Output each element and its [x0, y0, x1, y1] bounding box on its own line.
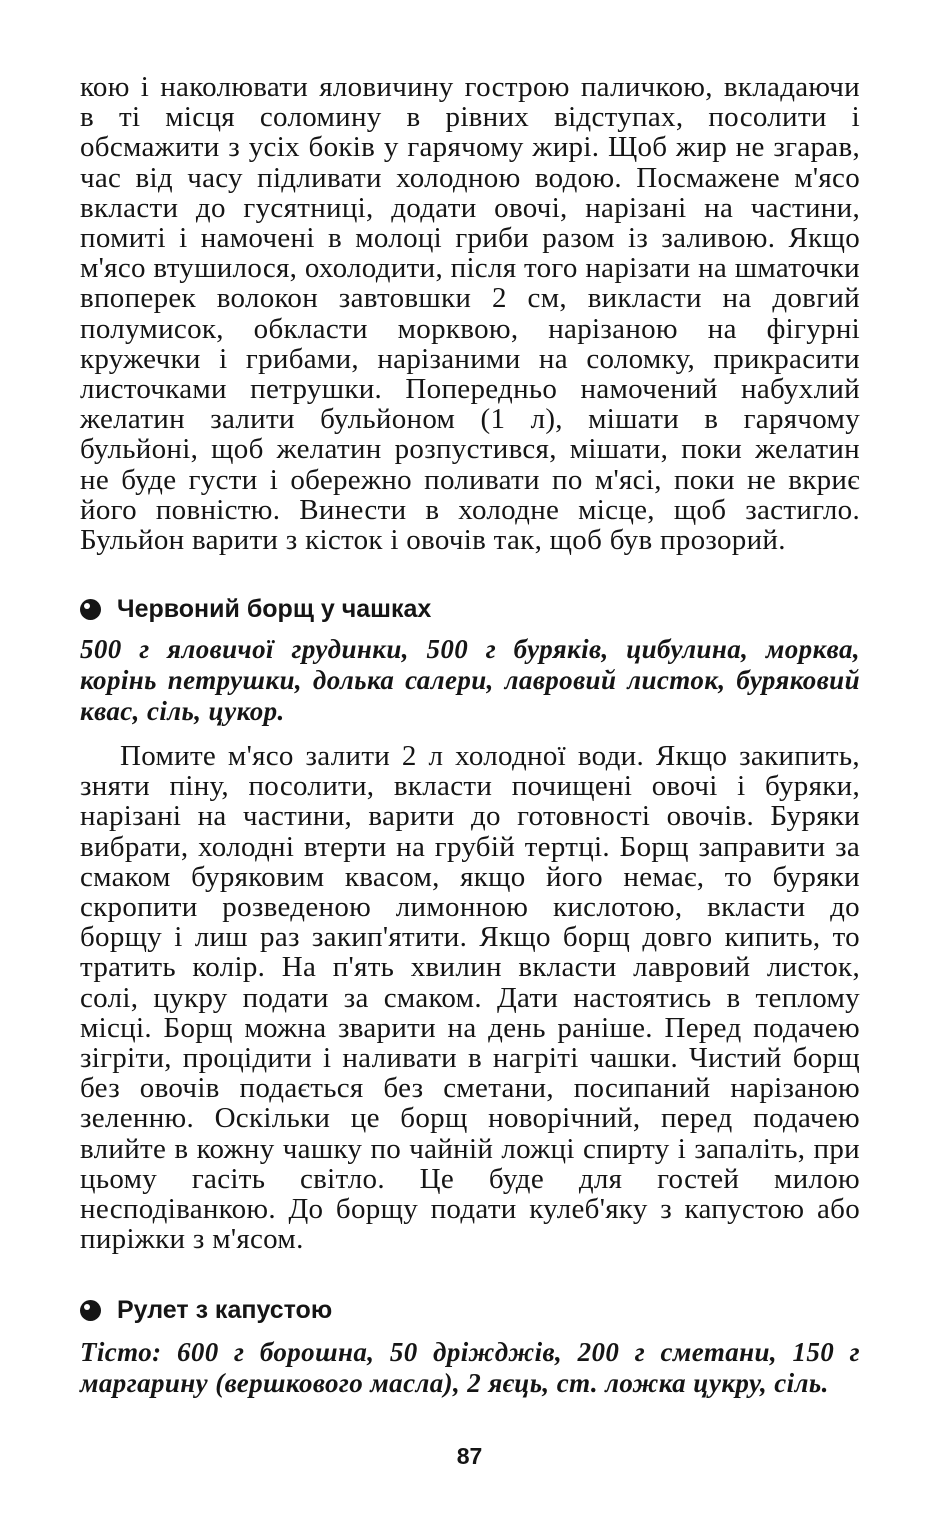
roll-ingredients — [80, 1337, 860, 1399]
bullet-icon — [80, 1300, 101, 1321]
recipe-heading-borsch — [80, 594, 431, 624]
recipe-title: Червоний борщ у чашках — [117, 595, 432, 623]
borsch-method — [80, 741, 860, 1254]
method-paragraph: Помите м'ясо залити 2 л холодної води. Якщо закипить, зняти піну, посолити, вкласти почищені овочі і буряки, нарізані на частини, варити до готовності овочів. Буряки вибрати, холодні втерти на грубій тертці. Борщ заправити за смаком буряковим квасом, якщо його немає, то буряки скропити розведеною лимонною кислотою, вкласти до борщу і лиш раз закип'ятити. Якщо борщ довго кипить, то тратить колір. На п'ять хвилин вкласти лавровий листок, солі, цукру подати за смаком. Дати настоятись в теплому місці. Борщ можна зварити на день раніше. Перед подачею зігріти, процідити і наливати в нагріті чашки. Чистий борщ без овочів подається без сметани, посипаний нарізаною зеленню. Оскільки це борщ новорічний, перед подачею влийте в кожну чашку по чайній ложці спирту і запаліть, при цьому гасіть світло. Це буде для гостей милою несподіванкою. До борщу подати кулеб'яку з капустою або пиріжки з м'ясом. — [80, 740, 860, 1256]
recipe-heading-roll — [80, 1295, 332, 1325]
recipe-title: Рулет з капустою — [117, 1296, 333, 1324]
ingredients-list: Тісто: 600 г борошна, 50 дріжджів, 200 г сметани, 150 г маргарину (вершкового масла), 2 яєць, ст. ложка цукру, сіль. — [80, 1337, 860, 1398]
bullet-icon — [80, 599, 101, 620]
recipe-continuation — [80, 72, 860, 555]
ingredients-list: 500 г яловичої грудинки, 500 г буряків, цибулина, морква, корінь петрушки, долька салери, лавровий листок, буряковий квас, сіль, цукор. — [80, 634, 860, 726]
page-number: 87 — [456, 1443, 483, 1469]
continuation-paragraph: кою і наколювати яловичину гострою паличкою, вкладаючи в ті місця соломину в рівних відступах, посолити і обсмажити з усіх боків у гарячому жирі. Щоб жир не згарав, час від часу підливати холодною водою. Посмажене м'ясо вкласти до гусятниці, додати овочі, нарізані на частини, помиті і намочені в молоці гриби разом із заливою. Якщо м'ясо втушилося, охолодити, після того нарізати на шматочки впоперек волокон завтовшки 2 см, викласти на довгий полумисок, обкласти морквою, нарізаною на фігурні кружечки і грибами, нарізаними на соломку, прикрасити листочками петрушки. Попередньо намочений набухлий желатин залити бульйоном (1 л), мішати в гарячому бульйоні, щоб желатин розпустився, мішати, поки желатин не буде густи і обережно поливати по м'ясі, поки не вкриє його повністю. Винести в холодне місце, щоб застигло. Бульйон варити з кісток і овочів так, щоб був прозорий. — [80, 71, 860, 557]
borsch-ingredients — [80, 634, 860, 727]
